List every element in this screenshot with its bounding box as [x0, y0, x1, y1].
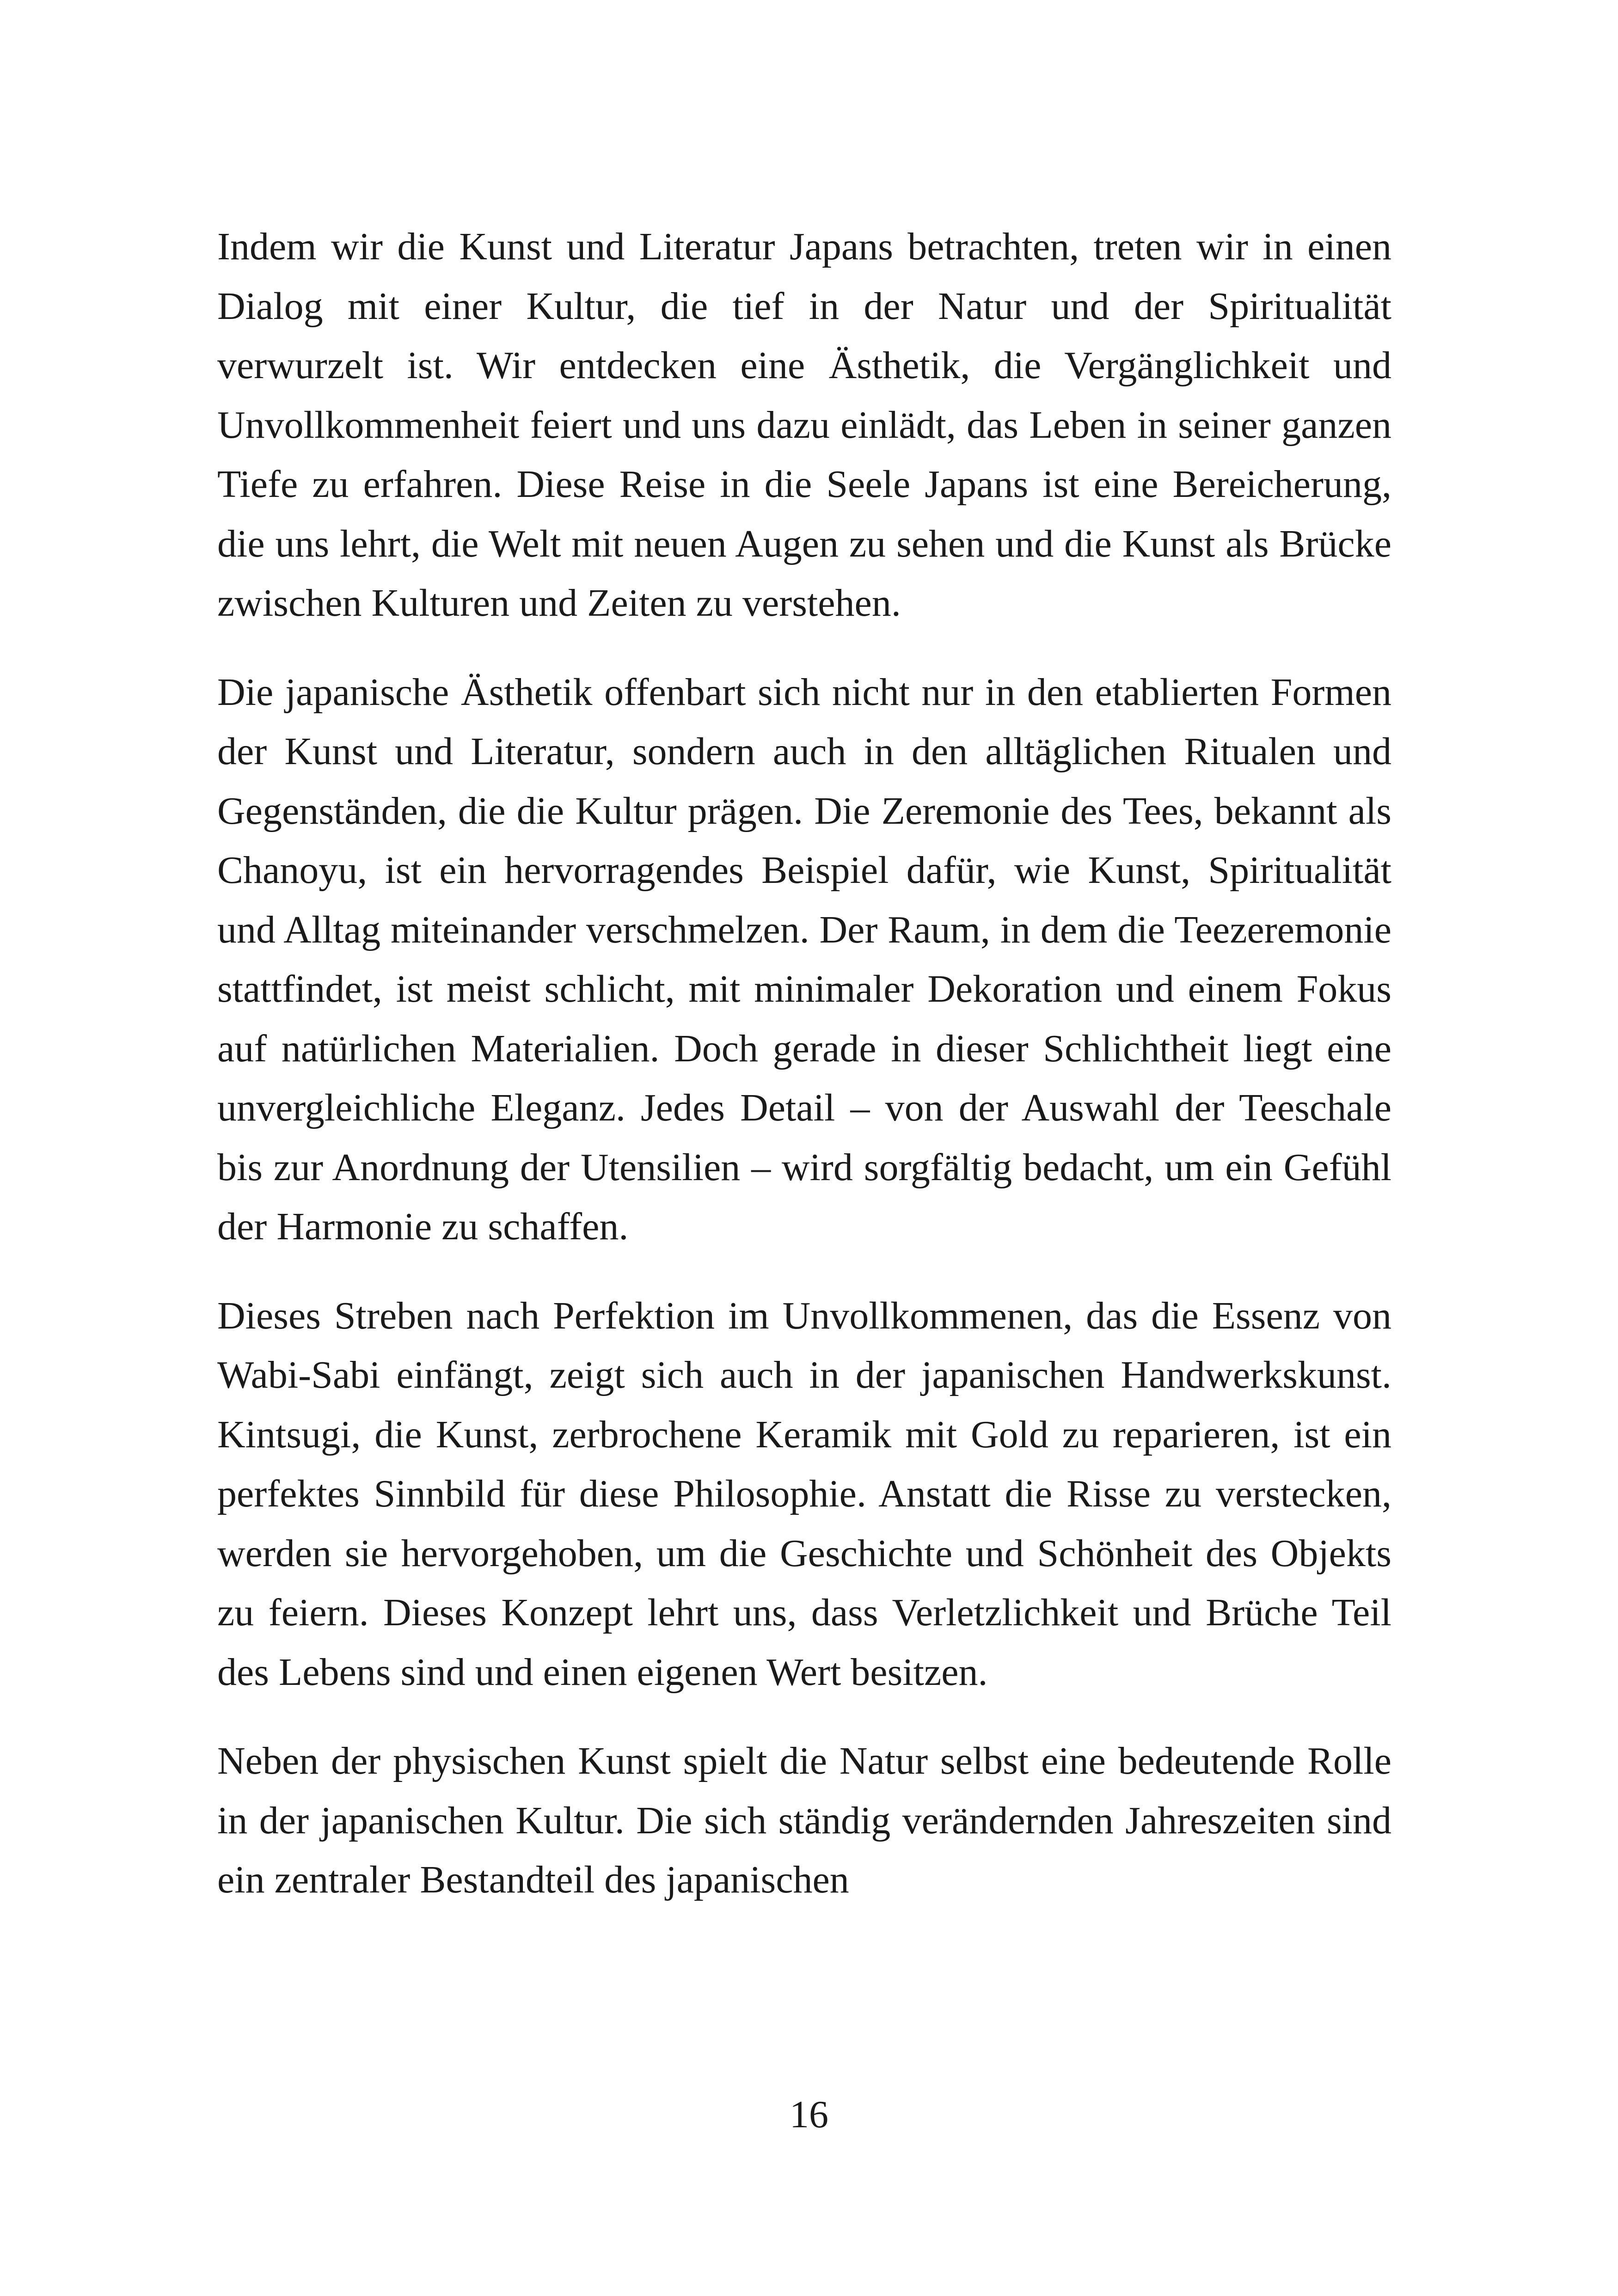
page-number: 16 — [790, 2093, 828, 2136]
paragraph-3: Dieses Streben nach Perfektion im Unvollkommenen, das die Essenz von Wabi-Sabi einfängt, zeigt sich auch in der japanischen Handwerkskunst. Kintsugi, die Kunst, zerbrochene Keramik mit Gold zu reparieren, ist ein perfektes Sinnbild für diese Philosophie. Anstatt die Risse zu verstecken, werden sie hervorgehoben, um die Geschichte und Schönheit des Objekts zu feiern. Dieses Konzept lehrt uns, dass Verletzlichkeit und Brüche Teil des Lebens sind und einen eigenen Wert besitzen. — [217, 1294, 1391, 1694]
body-text — [217, 217, 1391, 1940]
paragraph-2: Die japanische Ästhetik offenbart sich nicht nur in den etablierten Formen der Kunst und Literatur, sondern auch in den alltäglichen Ritualen und Gegenständen, die die Kultur prägen. Die Zeremonie des Tees, bekannt als Chanoyu, ist ein hervorragendes Beispiel dafür, wie Kunst, Spiritualität und Alltag miteinander verschmelzen. Der Raum, in dem die Teezeremonie stattfindet, ist meist schlicht, mit minimaler Dekoration und einem Fokus auf natürlichen Materialien. Doch gerade in dieser Schlichtheit liegt eine unvergleichliche Eleganz. Jedes Detail – von der Auswahl der Teeschale bis zur Anordnung der Utensilien – wird sorgfältig bedacht, um ein Gefühl der Harmonie zu schaffen. — [217, 670, 1391, 1248]
paragraph-1: Indem wir die Kunst und Literatur Japans betrachten, treten wir in einen Dialog mit einer Kultur, die tief in der Natur und der Spiritualität verwurzelt ist. Wir entdecken eine Ästhetik, die Vergänglichkeit und Unvollkommenheit feiert und uns dazu einlädt, das Leben in seiner ganzen Tiefe zu erfahren. Diese Reise in die Seele Japans ist eine Bereicherung, die uns lehrt, die Welt mit neuen Augen zu sehen und die Kunst als Brücke zwischen Kulturen und Zeiten zu verstehen. — [217, 225, 1391, 625]
paragraph-4: Neben der physischen Kunst spielt die Natur selbst eine bedeutende Rolle in der japanischen Kultur. Die sich ständig verändernden Jahreszeiten sind ein zentraler Bestandteil des japanischen — [217, 1739, 1391, 1901]
